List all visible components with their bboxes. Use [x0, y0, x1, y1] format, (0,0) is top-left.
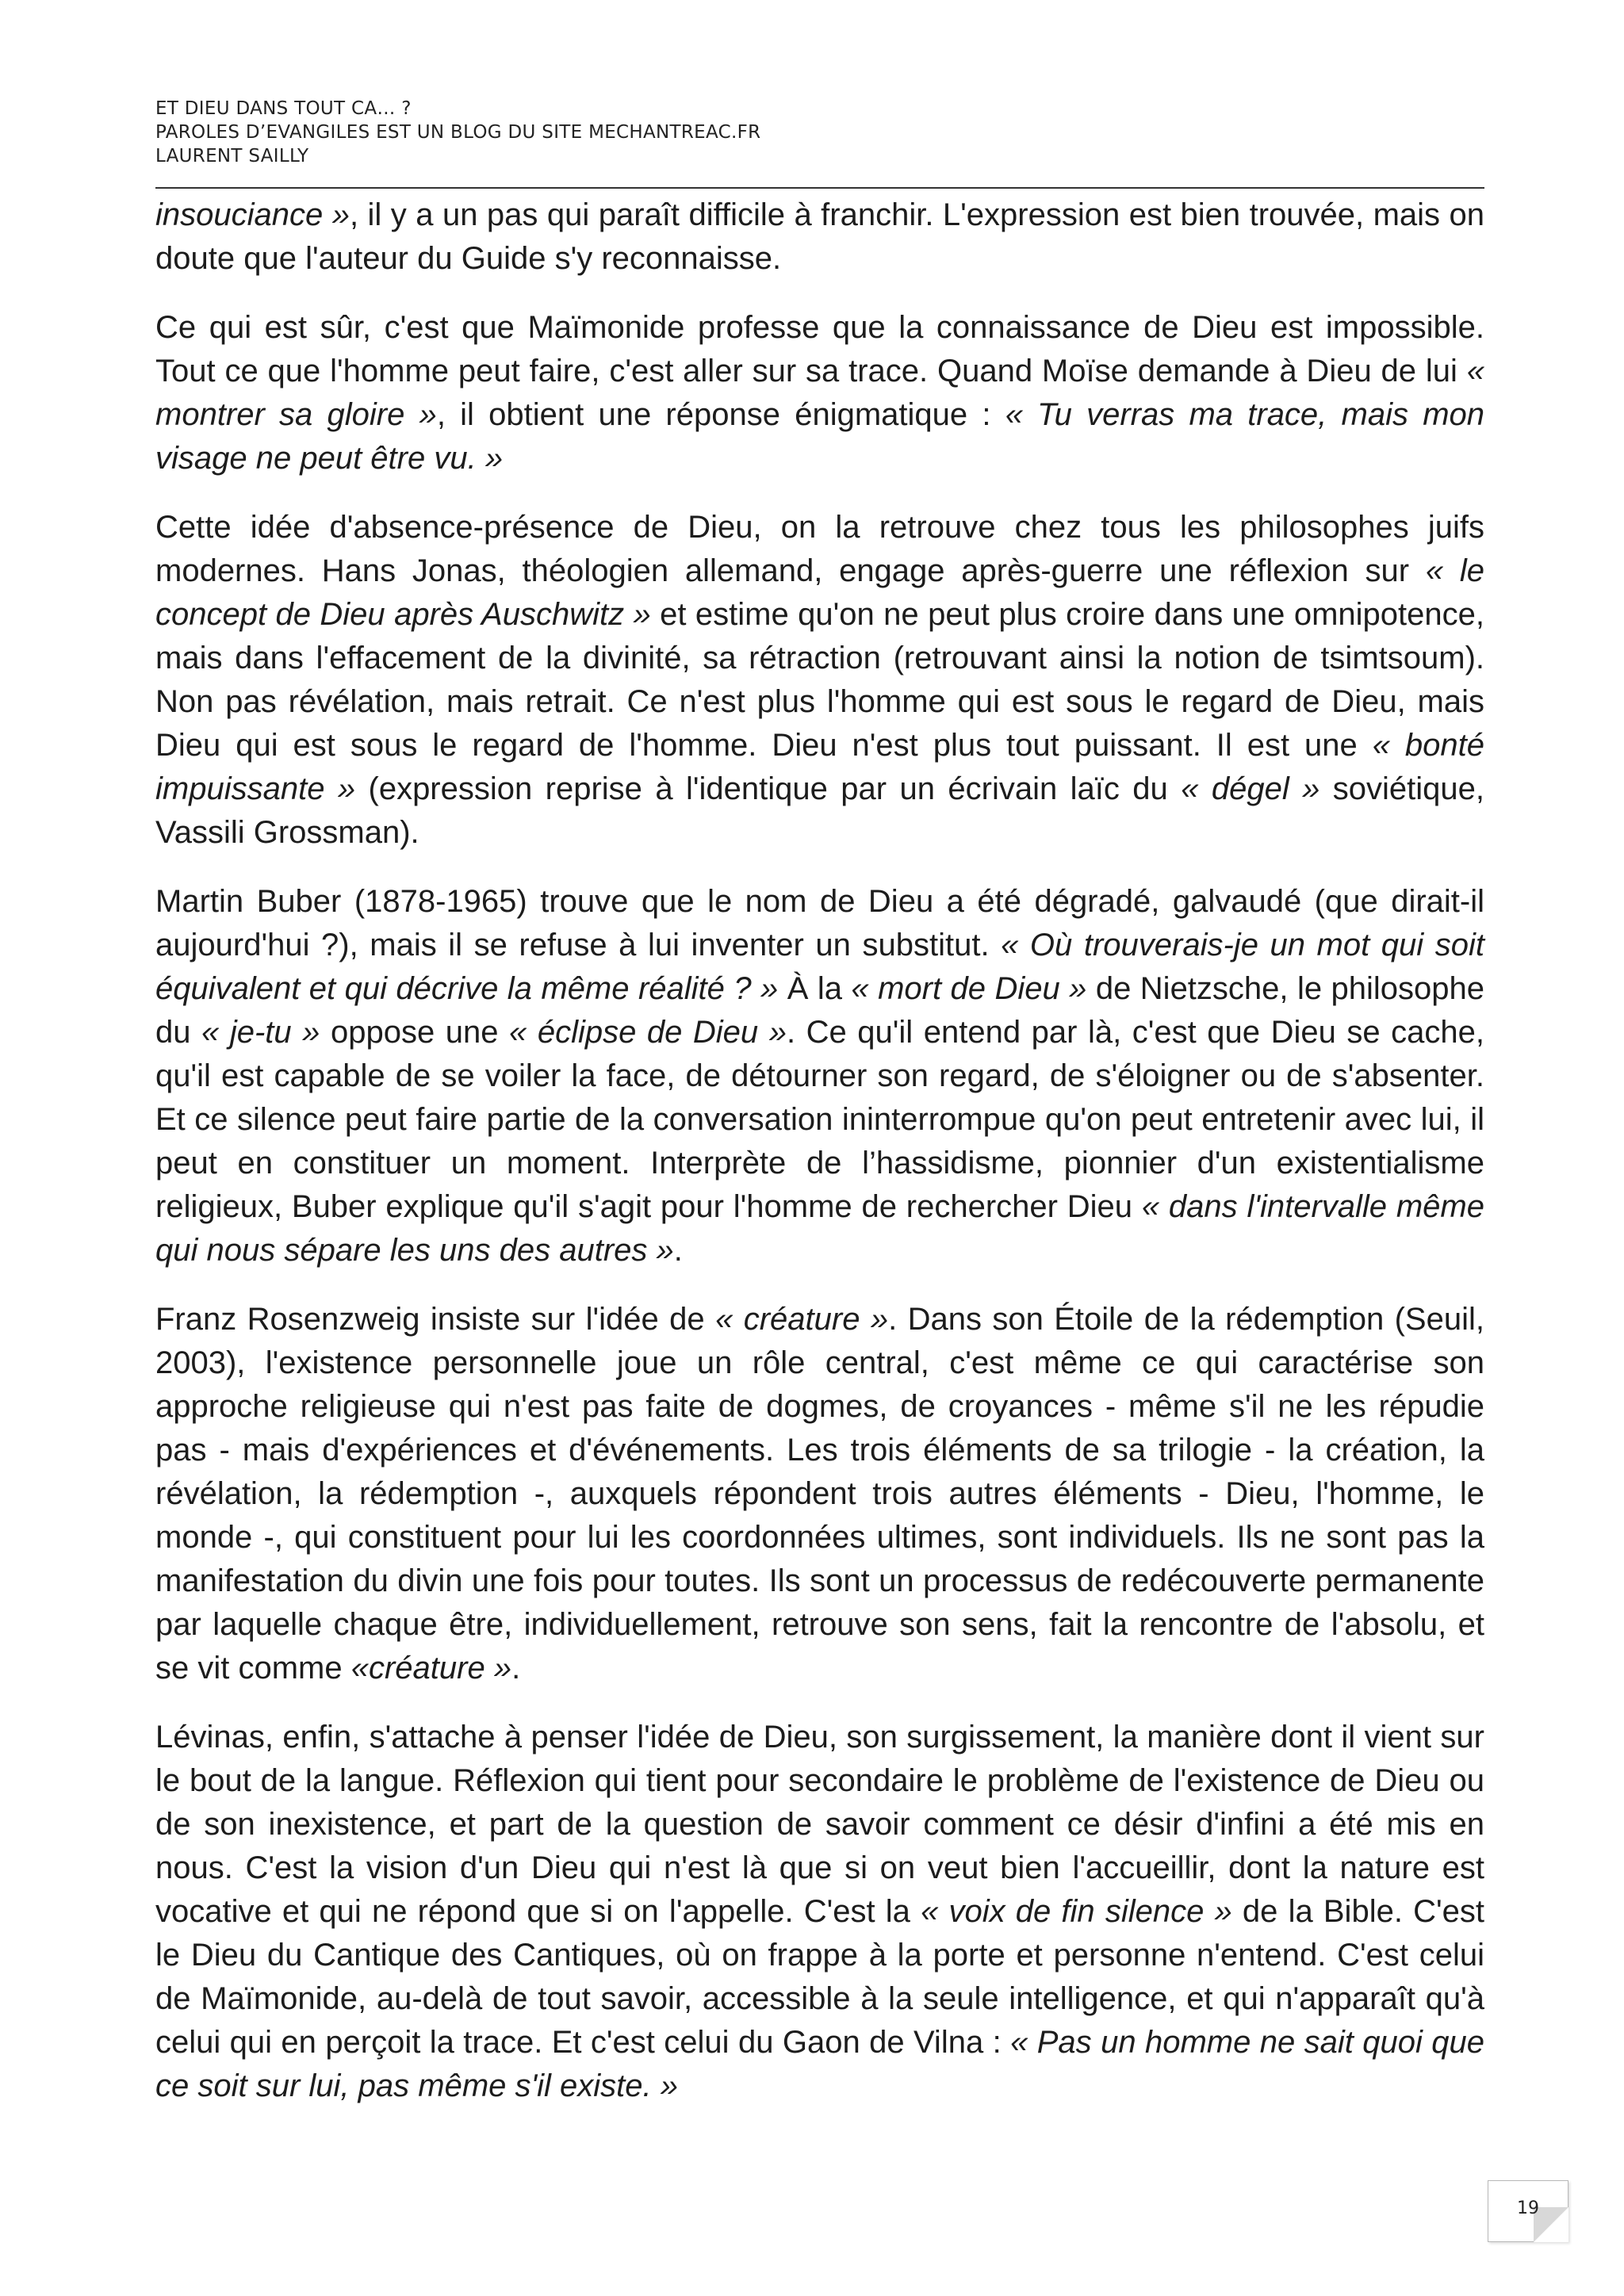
paragraph-text: (expression reprise à l'identique par un écrivain laïc du [355, 771, 1182, 806]
running-header [155, 97, 1484, 168]
paragraph-text: , il y a un pas qui paraît difficile à franchir. L'expression est bien trouvée, mais on doute que l'auteur du Guide s'y reconnaisse. [155, 197, 1485, 276]
paragraph [155, 506, 1484, 855]
quoted-phrase: « mort de Dieu » [851, 971, 1087, 1006]
paragraph-text: . [511, 1651, 521, 1686]
header-subtitle: PAROLES D’EVANGILES EST UN BLOG DU SITE MECHANTREAC.FR [155, 122, 761, 143]
quoted-phrase: « Pas un homme ne sait quoi que ce soit sur lui, pas même s'il existe. » [155, 2025, 1485, 2103]
paragraph-text: Martin Buber (1878-1965) trouve que le nom de Dieu a été dégradé, galvaudé (que dirait-il aujourd'hui ?), mais il se refuse à lui inventer un substitut. [155, 884, 1484, 962]
quoted-phrase: « Tu verras ma trace, mais mon visage ne peut être vu. » [155, 397, 1485, 476]
quoted-phrase: « Où trouverais-je un mot qui soit équivalent et qui décrive la même réalité ? » [155, 928, 1484, 1006]
header-title: ET DIEU DANS TOUT CA… ? [155, 98, 412, 119]
paragraph-text: soviétique, Vassili Grossman). [155, 771, 1485, 850]
paragraph-text: de la Bible. C'est le Dieu du Cantique des Cantiques, où on frappe à la porte et personne n'entend. C'est celui de Maïmonide, au-delà de tout savoir, accessible à la seule intelligence, et qui n'apparaît qu'à celui qui en perçoit la trace. Et c'est celui du Gaon de Vilna : [155, 1894, 1484, 2060]
paragraph-text: et estime qu'on ne peut plus croire dans une omnipotence, mais dans l'effacement de la divinité, sa rétraction (retrouvant ainsi la notion de tsimtsoum). Non pas révélation, mais retrait. Ce n'est plus l'homme qui est sous le regard de Dieu, mais Dieu qui est sous le regard de l'homme. Dieu n'est plus tout puissant. Il est une [155, 597, 1484, 763]
paragraph-text: Lévinas, enfin, s'attache à penser l'idée de Dieu, son surgissement, la manière dont il vient sur le bout de la langue. Réflexion qui tient pour secondaire le problème de l'existence de Dieu ou de son inexistence, et part de la question de savoir comment ce désir d'infini a été mis en nous. C'est la vision d'un Dieu qui n'est là que si on veut bien l'accueillir, dont la nature est vocative et qui ne répond que si on l'appelle. C'est la [155, 1720, 1484, 1929]
quoted-phrase: « bonté impuissante » [155, 728, 1484, 806]
page-number-box [1488, 2180, 1568, 2242]
paragraph-text: oppose une [320, 1015, 510, 1050]
quoted-phrase: « montrer sa gloire » [155, 354, 1484, 432]
document-body [155, 193, 1484, 2108]
paragraph-text: À la [778, 971, 852, 1006]
quoted-phrase: « créature » [715, 1302, 889, 1337]
header-author: LAURENT SAILLY [155, 146, 309, 166]
quoted-phrase: « le concept de Dieu après Auschwitz » [155, 553, 1484, 632]
paragraph-text: de Nietzsche, le philosophe du [155, 971, 1485, 1050]
paragraph [155, 193, 1484, 281]
paragraph [155, 1716, 1484, 2108]
quoted-phrase: «créature » [350, 1651, 512, 1686]
quoted-phrase: « voix de fin silence » [921, 1894, 1232, 1929]
paragraph [155, 1298, 1484, 1690]
quoted-phrase: « éclipse de Dieu » [509, 1015, 787, 1050]
paragraph [155, 306, 1484, 480]
paragraph-text: , il obtient une réponse énigmatique : [436, 397, 1005, 432]
paragraph [155, 880, 1484, 1272]
paragraph-text: . [673, 1233, 683, 1268]
paragraph-text: Franz Rosenzweig insiste sur l'idée de [155, 1302, 716, 1337]
quoted-phrase: « dégel » [1181, 771, 1320, 806]
paragraph-text: . Dans son Étoile de la rédemption (Seuil, 2003), l'existence personnelle joue un rôle central, c'est même ce qui caractérise son approche religieuse qui n'est pas faite de dogmes, de croyances - même s'il ne les répudie pas - mais d'expériences et d'événements. Les trois éléments de sa trilogie - la création, la révélation, la rédemption -, auxquels répondent trois autres éléments - Dieu, l'homme, le monde -, qui constituent pour lui les coordonnées ultimes, sont individuels. Ils ne sont pas la manifestation du divin une fois pour toutes. Ils sont un processus de redécouverte permanente par laquelle chaque être, individuellement, retrouve son sens, fait la rencontre de l'absolu, et se vit comme [155, 1302, 1484, 1686]
paragraph-text: Cette idée d'absence-présence de Dieu, on la retrouve chez tous les philosophes juifs modernes. Hans Jonas, théologien allemand, engage après-guerre une réflexion sur [155, 510, 1484, 588]
quoted-phrase: « je-tu » [201, 1015, 320, 1050]
paragraph-text: Ce qui est sûr, c'est que Maïmonide professe que la connaissance de Dieu est impossible. Tout ce que l'homme peut faire, c'est aller sur sa trace. Quand Moïse demande à Dieu de lui [155, 310, 1484, 388]
quoted-phrase: insouciance » [155, 197, 350, 232]
page-number: 19 [1517, 2198, 1539, 2218]
quoted-phrase: « dans l'intervalle même qui nous sépare les uns des autres » [155, 1189, 1484, 1268]
paragraph-text: . Ce qu'il entend par là, c'est que Dieu se cache, qu'il est capable de se voiler la face, de détourner son regard, de s'éloigner ou de s'absenter. Et ce silence peut faire partie de la conversation ininterrompue qu'on peut entretenir avec lui, il peut en constituer un moment. Interprète de l’hassidisme, pionnier d'un existentialisme religieux, Buber explique qu'il s'agit pour l'homme de rechercher Dieu [155, 1015, 1485, 1224]
header-divider [155, 187, 1484, 189]
